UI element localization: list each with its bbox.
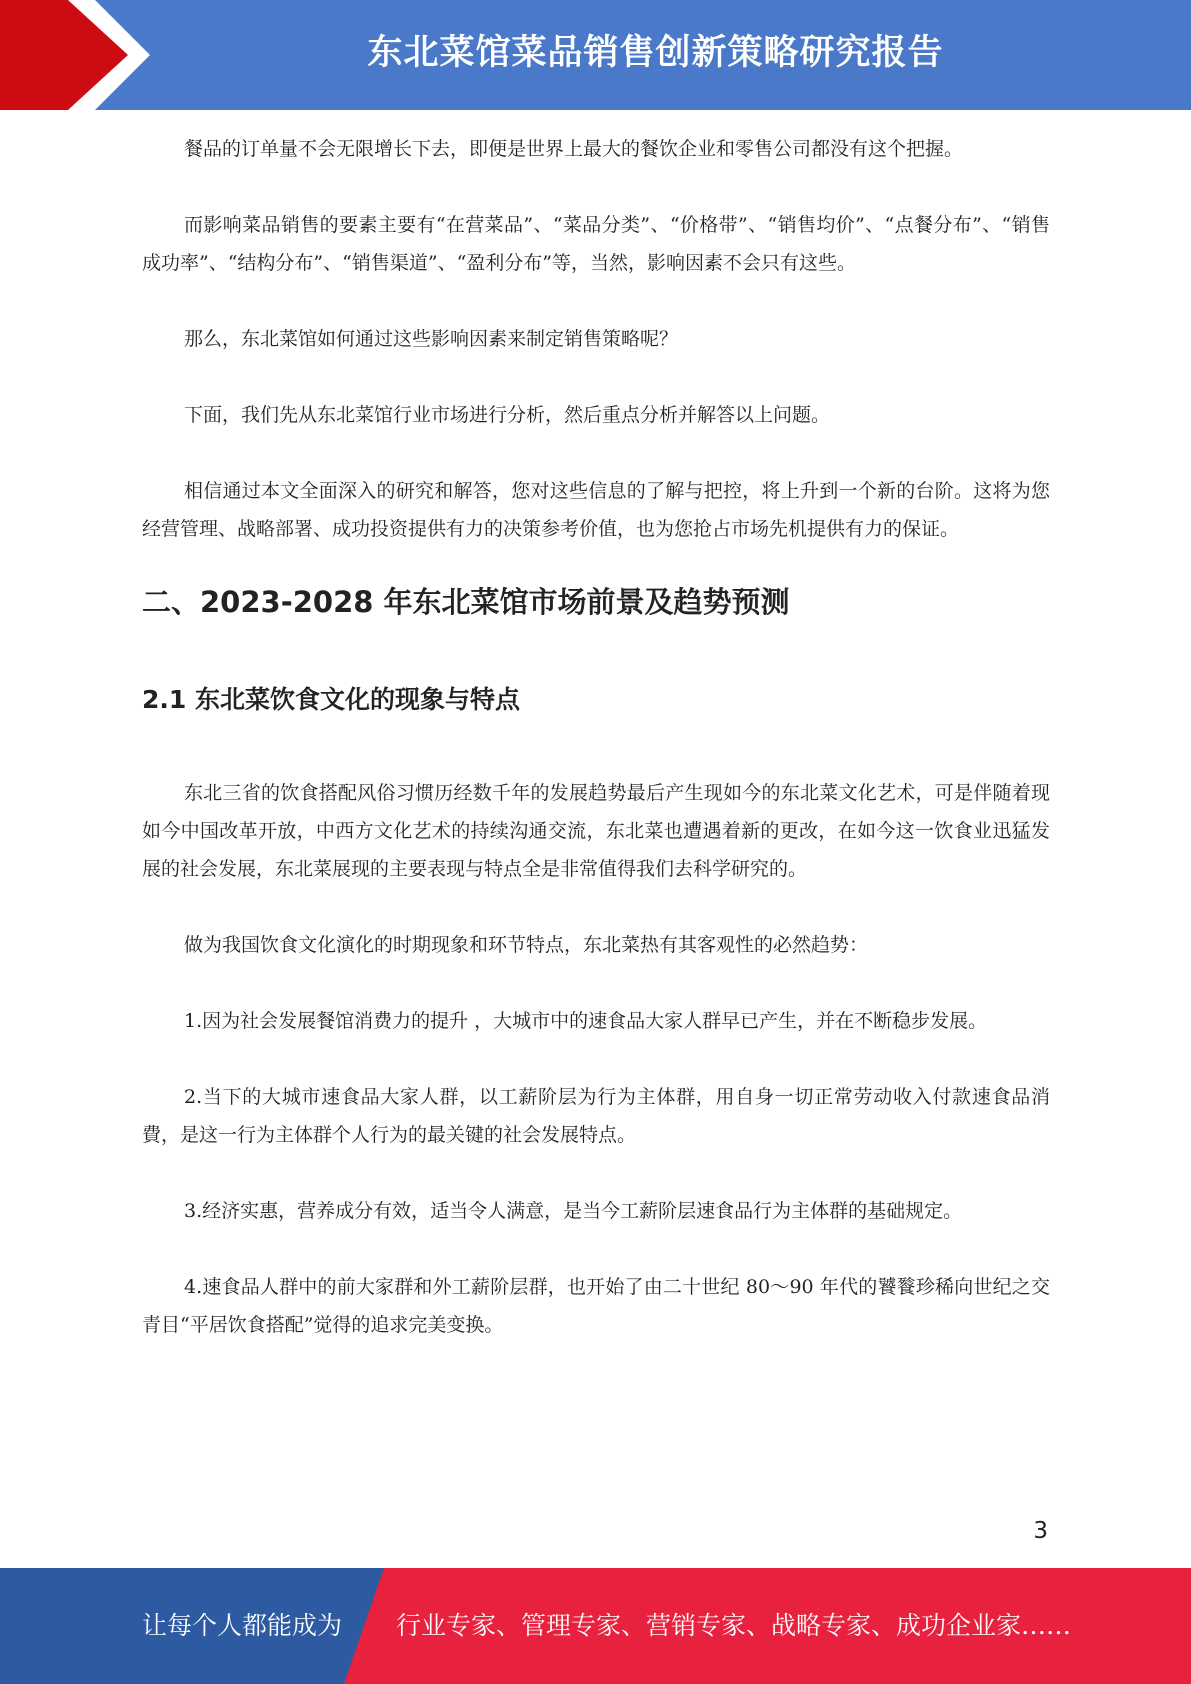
footer-slogan-roles: 行业专家、管理专家、营销专家、战略专家、成功企业家…… <box>396 1611 1072 1640</box>
page-footer <box>0 1568 1191 1684</box>
list-item: 3.经济实惠，营养成分有效，适当令人满意，是当今工薪阶层速食品行为主体群的基础规定。 <box>184 1200 963 1222</box>
section-heading: 二、2023-2028 年东北菜馆市场前景及趋势预测 <box>142 585 790 619</box>
paragraph: 那么，东北菜馆如何通过这些影响因素来制定销售策略呢？ <box>184 328 679 350</box>
document-title: 东北菜馆菜品销售创新策略研究报告 <box>367 33 944 73</box>
paragraph: 东北三省的饮食搭配风俗习惯历经数千年的发展趋势最后产生现如今的东北菜文化艺术，可是伴随着现如今中国改革开放，中西方文化艺术的持续沟通交流，东北菜也遭遇着新的更改，在如今这一饮食业迅猛发展的社会发展，东北菜展现的主要表现与特点全是非常值得我们去科学研究的。 <box>142 782 1050 880</box>
list-item: 2.当下的大城市速食品大家人群，以工薪阶层为行为主体群，用自身一切正常劳动收入付款速食品消費，是这一行为主体群个人行为的最关键的社会发展特点。 <box>142 1086 1050 1146</box>
paragraph: 做为我国饮食文化演化的时期现象和环节特点，东北菜热有其客观性的必然趋势： <box>184 934 869 956</box>
page-content <box>142 130 1050 1382</box>
paragraph: 下面，我们先从东北菜馆行业市场进行分析，然后重点分析并解答以上问题。 <box>184 404 831 426</box>
list-item: 1.因为社会发展餐馆消费力的提升 ，大城市中的速食品大家人群早已产生，并在不断稳步发展。 <box>184 1010 988 1032</box>
page-number: 3 <box>1033 1518 1048 1544</box>
paragraph: 而影响菜品销售的要素主要有“在营菜品”、“菜品分类”、“价格带”、“销售均价”、“点餐分布”、“销售成功率”、“结构分布”、“销售渠道”、“盈利分布”等，当然，影响因素不会只有这些。 <box>142 214 1050 274</box>
footer-slogan-prefix: 让每个人都能成为 <box>142 1611 343 1640</box>
paragraph: 相信通过本文全面深入的研究和解答，您对这些信息的了解与把控，将上升到一个新的台阶。这将为您经营管理、战略部署、成功投资提供有力的决策参考价值，也为您抢占市场先机提供有力的保证。 <box>142 480 1050 540</box>
paragraph: 餐品的订单量不会无限增长下去，即便是世界上最大的餐饮企业和零售公司都没有这个把握。 <box>184 138 964 160</box>
subsection-heading: 2.1 东北菜饮食文化的现象与特点 <box>142 685 520 714</box>
list-item: 4.速食品人群中的前大家群和外工薪阶层群，也开始了由二十世纪 80～90 年代的饕餮珍稀向世纪之交青目“平居饮食搭配”觉得的追求完美变换。 <box>142 1276 1050 1336</box>
header-arrow-decoration <box>0 0 160 110</box>
page-header <box>0 0 1191 110</box>
